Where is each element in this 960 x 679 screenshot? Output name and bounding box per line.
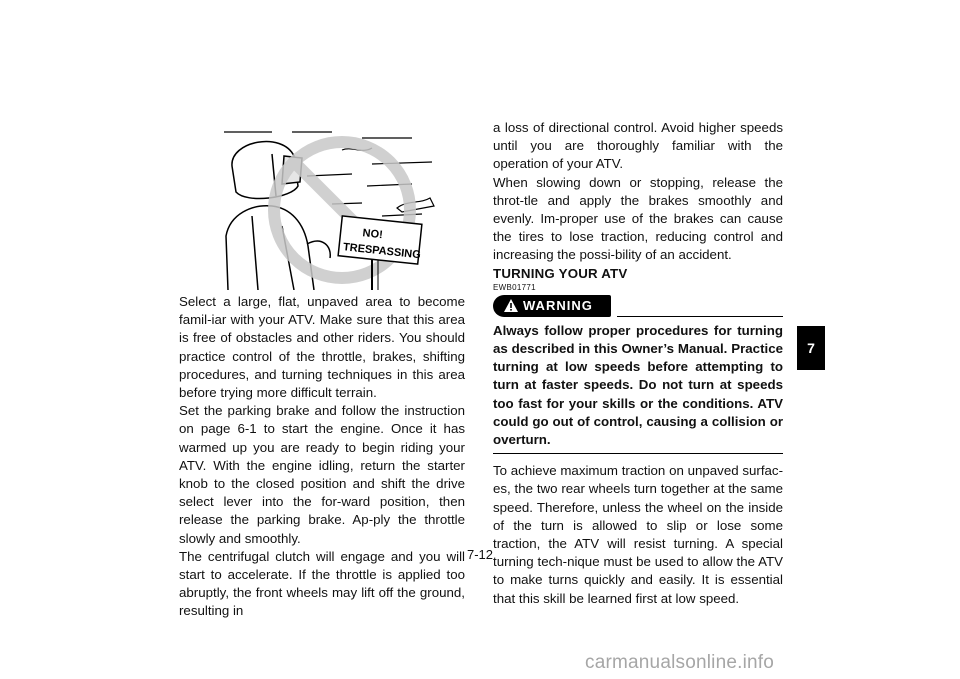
left-paragraph-3: The centrifugal clutch will engage and you will start to accelerate. If the throttle is applied too abruptly, the front wheels may lift off the ground, resulting in bbox=[179, 548, 465, 619]
warning-code: EWB01771 bbox=[493, 282, 536, 292]
sign-line-2: TRESPASSING bbox=[342, 241, 422, 262]
section-title: TURNING YOUR ATV bbox=[493, 265, 628, 281]
warning-rule bbox=[617, 316, 783, 317]
warning-header bbox=[493, 295, 783, 319]
turning-paragraph: To achieve maximum traction on unpaved surfac-es, the two rear wheels turn together at the same speed. Therefore, unless the wheel on the inside of the turn is allowed to slip or lose some traction, the ATV will resist turning. A special turning tech-nique must be used to allow the ATV to make turns quickly and easily. It is essential that this skill be learned first at low speed. bbox=[493, 463, 783, 606]
left-column bbox=[179, 293, 465, 621]
riding-prohibited-illustration bbox=[212, 126, 448, 290]
left-paragraph-1: Select a large, flat, unpaved area to become famil-iar with your ATV. Make sure that this area is free of obstacles and other riders. You should practice control of the throttle, brakes, shifting procedures, and turning techniques in this area before trying more difficult terrain. bbox=[179, 294, 465, 401]
page-number: 7-12 bbox=[466, 547, 494, 562]
sign-line-1: NO! bbox=[361, 227, 384, 242]
left-paragraph-2: Set the parking brake and follow the instruction on page 6-1 to start the engine. Once it has warmed up you are ready to begin riding your ATV. With the engine idling, return the starter knob to the closed position and shift the drive select lever into the for-ward position, then release the parking brake. Ap-ply the throttle slowly and smoothly. bbox=[179, 403, 465, 546]
right-column bbox=[493, 119, 783, 608]
warning-text: Always follow proper procedures for turning as described in this Owner’s Manual. Practice turning at low speeds before attempting to turn at faster speeds. Do not turn at speeds too fast for your skills or the conditions. ATV could go out of control, causing a collision or overturn. bbox=[493, 322, 783, 454]
chapter-tab: 7 bbox=[797, 326, 825, 370]
right-paragraph-2: When slowing down or stopping, release the throt-tle and apply the brakes smoothly and evenly. Im-proper use of the brakes can cause the tires to lose traction, reducing control and increasing the possi-bility of an accident. bbox=[493, 174, 783, 263]
right-paragraph-1: a loss of directional control. Avoid higher speeds until you are thoroughly familiar with the operation of your ATV. bbox=[493, 120, 783, 172]
warning-label: WARNING bbox=[523, 297, 593, 313]
warning-triangle-icon bbox=[503, 298, 519, 313]
warning-badge bbox=[493, 295, 611, 317]
watermark: carmanualsonline.info bbox=[585, 652, 775, 673]
